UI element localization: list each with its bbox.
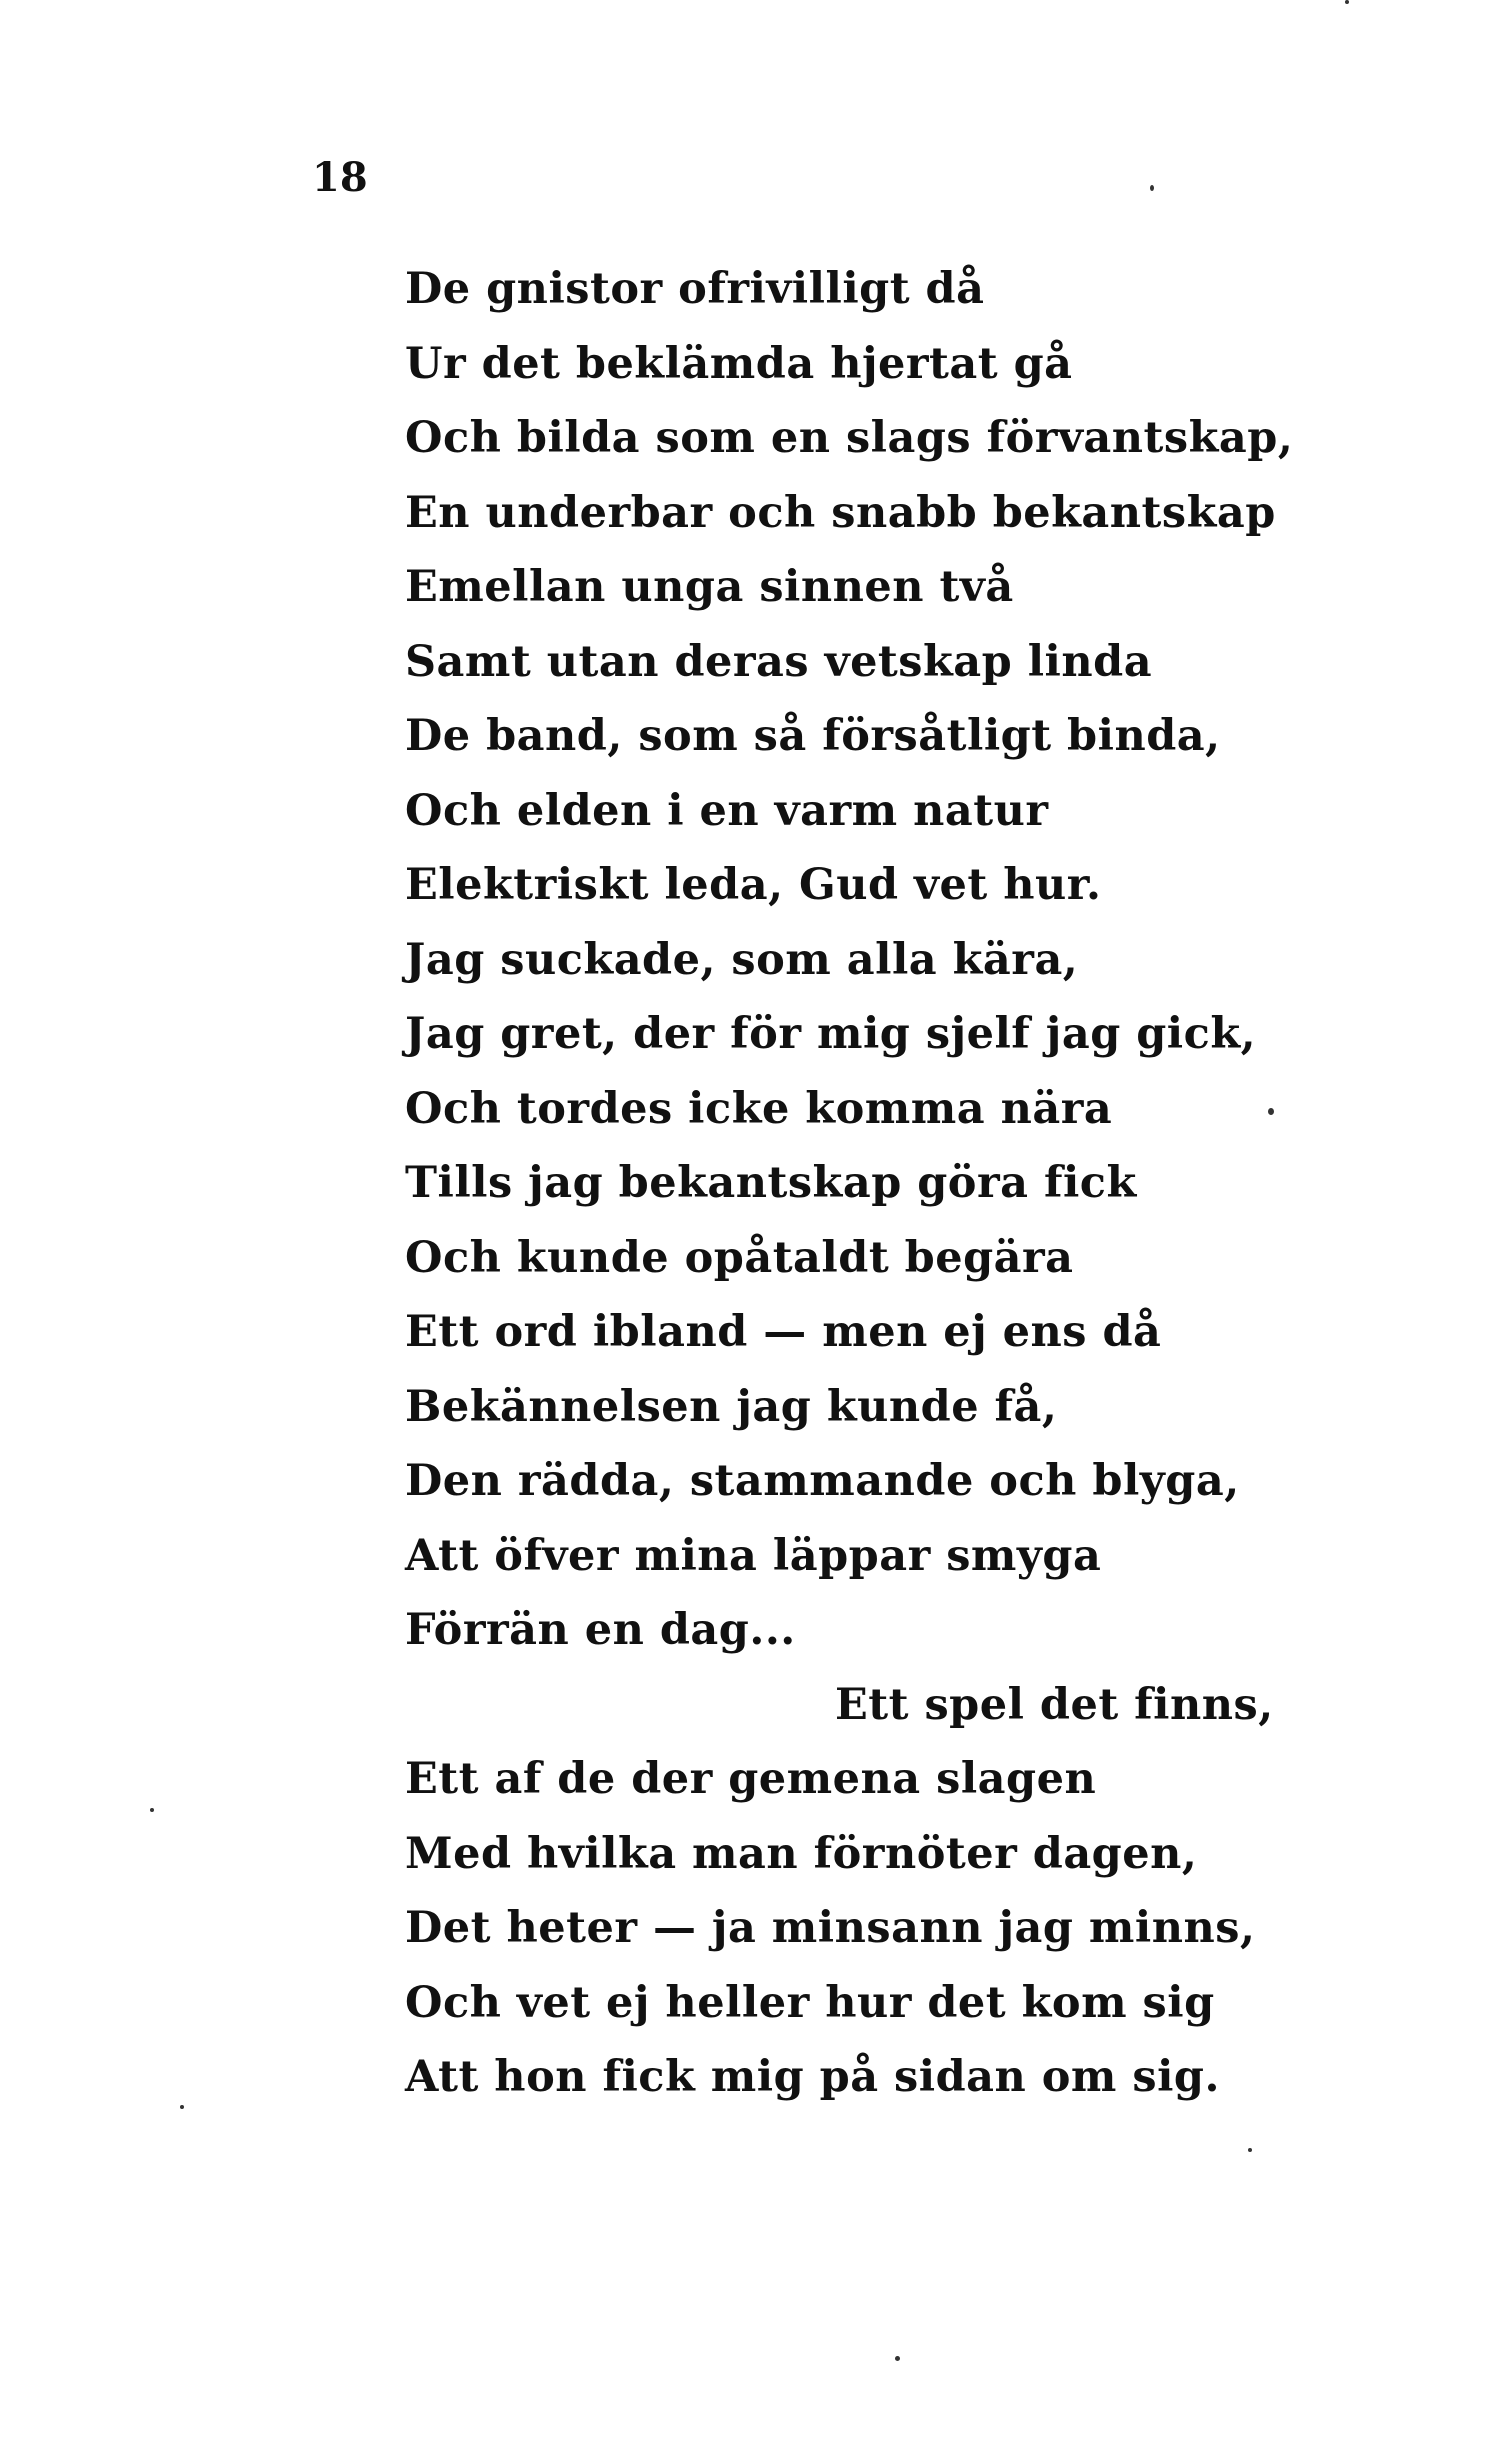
poem-line: De gnistor ofrivilligt då bbox=[405, 264, 985, 314]
poem-line: Det heter — ja minsann jag minns, bbox=[405, 1903, 1256, 1953]
poem-line: En underbar och snabb bekantskap bbox=[405, 487, 1276, 538]
poem-line-indented: Ett spel det finns, bbox=[835, 1679, 1274, 1730]
poem-text bbox=[405, 252, 1415, 2115]
poem-line: Förrän en dag... bbox=[405, 1605, 796, 1655]
print-speck bbox=[1248, 2148, 1252, 2152]
poem-line: Att hon fick mig på sidan om sig. bbox=[405, 2052, 1220, 2102]
poem-line: Elektriskt leda, Gud vet hur. bbox=[405, 860, 1102, 910]
poem-line: Att öfver mina läppar smyga bbox=[405, 1530, 1102, 1581]
print-speck bbox=[180, 2105, 184, 2109]
poem-line: Och vet ej heller hur det kom sig bbox=[405, 1977, 1215, 2028]
poem-line: Ur det beklämda hjertat gå bbox=[405, 338, 1073, 389]
print-speck bbox=[1150, 185, 1154, 191]
poem-line: Jag suckade, som alla kära, bbox=[405, 934, 1079, 985]
print-speck bbox=[1345, 0, 1349, 4]
poem-line: Och bilda som en slags förvantskap, bbox=[405, 413, 1294, 463]
poem-line: Med hvilka man förnöter dagen, bbox=[405, 1828, 1198, 1879]
print-speck bbox=[1268, 1108, 1274, 1115]
print-speck bbox=[895, 2356, 900, 2361]
poem-line: Och tordes icke komma nära bbox=[405, 1083, 1113, 1134]
poem-line: Och elden i en varm natur bbox=[405, 785, 1049, 836]
page-number: 18 bbox=[312, 154, 368, 201]
poem-line: Ett ord ibland — men ej ens då bbox=[405, 1307, 1162, 1357]
poem-line: Samt utan deras vetskap linda bbox=[405, 636, 1153, 687]
poem-line: Emellan unga sinnen två bbox=[405, 562, 1014, 612]
poem-line: De band, som så försåtligt binda, bbox=[405, 711, 1221, 761]
poem-line: Den rädda, stammande och blyga, bbox=[405, 1456, 1240, 1506]
poem-line: Och kunde opåtaldt begära bbox=[405, 1232, 1074, 1283]
print-speck bbox=[150, 1808, 154, 1812]
poem-line: Jag gret, der för mig sjelf jag gick, bbox=[405, 1009, 1257, 1059]
poem-line: Tills jag bekantskap göra fick bbox=[405, 1158, 1137, 1208]
poem-line: Ett af de der gemena slagen bbox=[405, 1754, 1097, 1804]
poem-line: Bekännelsen jag kunde få, bbox=[405, 1381, 1058, 1432]
